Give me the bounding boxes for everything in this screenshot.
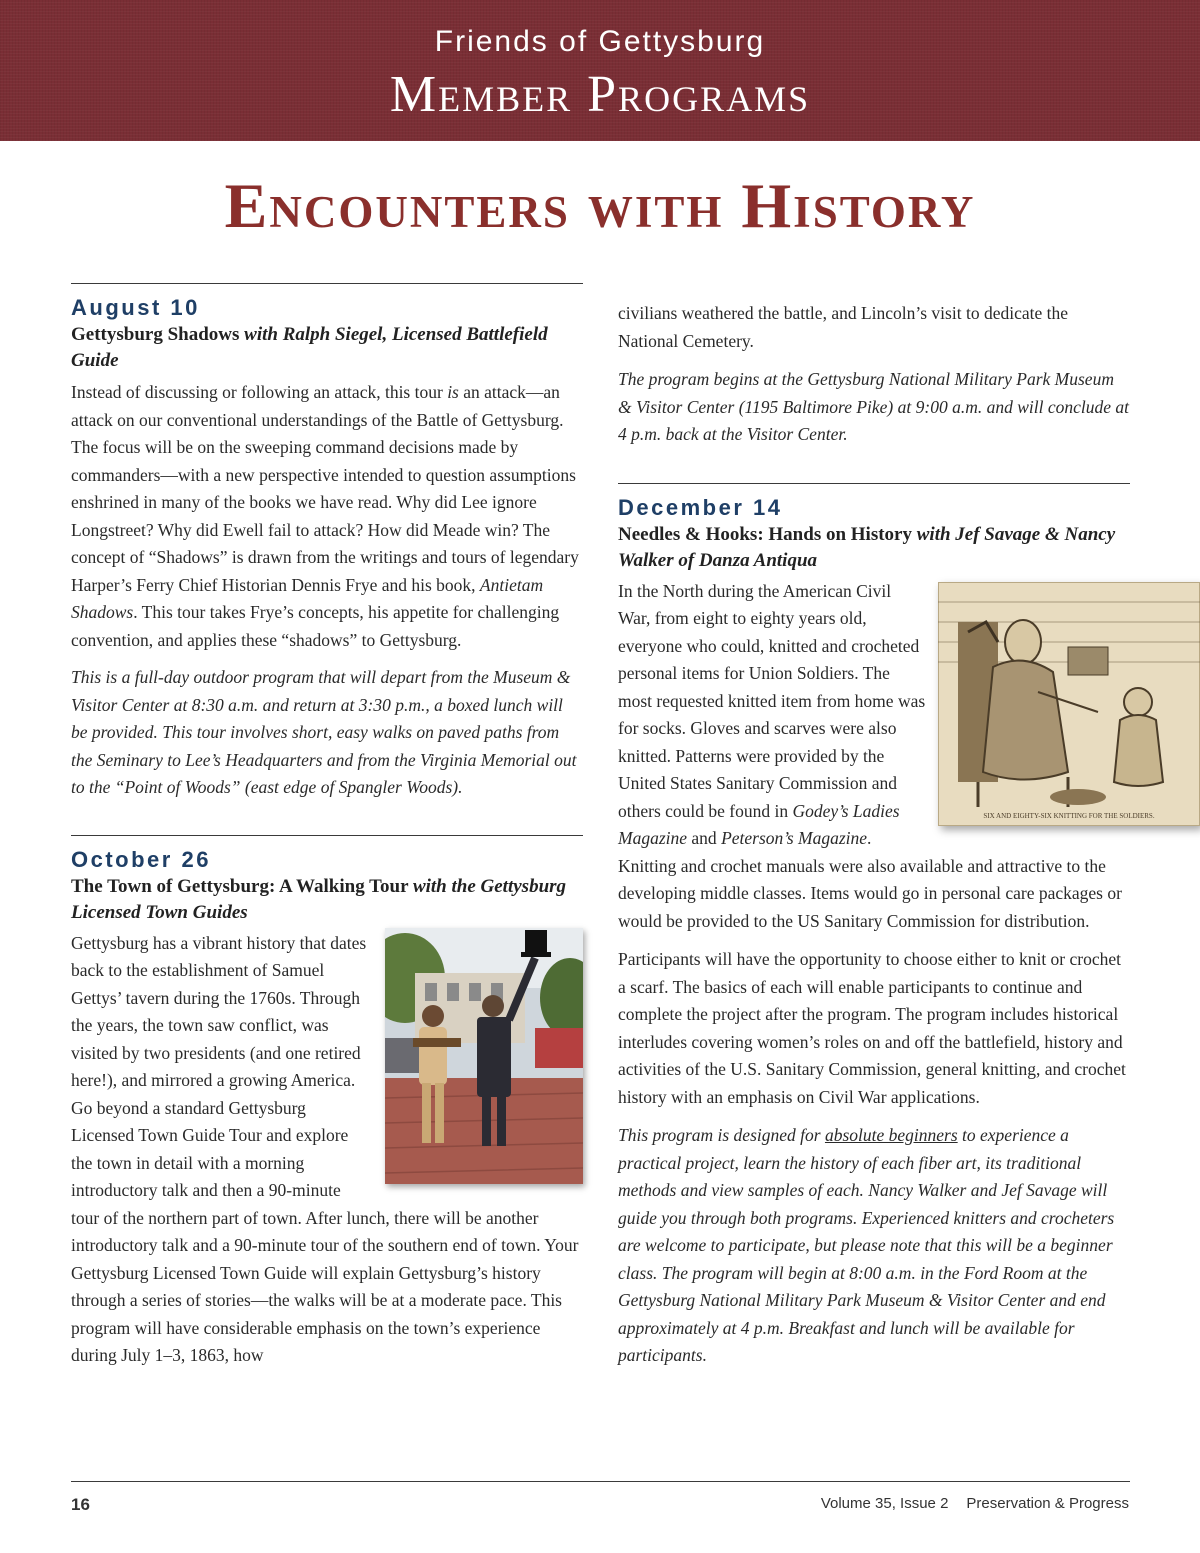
illustration-caption: SIX AND EIGHTY-SIX KNITTING FOR THE SOLDIERS.: [983, 811, 1155, 820]
absolute-beginners-link[interactable]: absolute beginners: [824, 1125, 958, 1145]
december-details: This program is designed for absolute beginners to experience a practical project, learn the history of each fiber art, its traditional methods and view samples of each. Nancy Walker and Jef Savage will guide you through both programs. Experienced knitters and crocheters are welcome to participate, but please note that this will be a beginner class. The program will begin at 8:00 a.m. in the Ford Room at the Gettysburg National Military Park Museum & Visitor Center and end approximately at 4 p.m. Breakfast and lunch will be available for participants.: [618, 1125, 1115, 1365]
october-details: The program begins at the Gettysburg National Military Park Museum & Visitor Center (1195 Baltimore Pike) at 9:00 a.m. and will conclude at 4 p.m. back at the Visitor Center.: [618, 369, 1129, 444]
october-description-continued: civilians weathered the battle, and Lincoln’s visit to dedicate the National Cemetery.: [618, 303, 1068, 351]
walking-tour-photo: [385, 928, 583, 1184]
banner-title: Member Programs: [389, 66, 811, 123]
organization-name: Friends of Gettysburg: [434, 25, 766, 58]
header-banner: [0, 0, 1200, 141]
december-heading: Needles & Hooks: Hands on History with Jef Savage & Nancy Walker of Danza Antiqua: [618, 523, 1116, 571]
december-participants: Participants will have the opportunity to choose either to knit or crochet a scarf. The basics of each will enable participants to continue and complete the project after the program. The program includes historical interludes covering women’s roles on and off the battlefield, history and activities of the U.S. Sanitary Commission, general knitting, and crochet history with an emphasis on Civil War applications.: [618, 949, 1126, 1107]
october-date: October 26: [71, 846, 211, 872]
page-title: Encounters with History: [224, 170, 976, 241]
august-description: Instead of discussing or following an attack, this tour is an attack—an attack on our conventional understandings of the Battle of Gettysburg. The focus will be on the sweeping command decisions made by commanders—with a new perspective intended to question assumptions enshrined in many of the books we have read. Why did Lee ignore Longstreet? Why did Ewell fail to attack? How did Meade win? The concept of “Shadows” is drawn from the writings and tours of legendary Harper’s Ferry Chief Historian Dennis Frye and his book, Antietam Shadows. This tour takes Frye’s concepts, his appetite for challenging convention, and applies these “shadows” to Gettysburg.: [71, 382, 579, 650]
right-column: [618, 300, 1155, 1370]
footer-publication: [803, 1495, 1129, 1512]
august-date: August 10: [71, 295, 200, 320]
page-number: 16: [71, 1495, 90, 1514]
december-date: December 14: [618, 494, 783, 520]
august-heading: Gettysburg Shadows with Ralph Siegel, Licensed Battlefield Guide: [71, 324, 548, 371]
october-heading: The Town of Gettysburg: A Walking Tour with the Gettysburg Licensed Town Guides: [71, 875, 567, 923]
october-description: Gettysburg has a vibrant history that dates back to the establishment of Samuel Gettys’ tavern during the 1760s. Through the years, the town saw conflict, was visited by two presidents (and one retired here!), and mirrored a growing America. Go beyond a standard Gettysburg Licensed Town Guide Tour and explore the town in detail with a morning introductory talk and then a 90-minute tour of the northern part of town. After lunch, there will be another introductory talk and a 90-minute tour of the southern end of town. Your Gettysburg Licensed Town Guide will explain Gettysburg’s history through a series of stories—the walks will be at a moderate pace. This program will have considerable emphasis on the town’s experience during July 1–3, 1863, how: [71, 932, 579, 1365]
august-details: This is a full-day outdoor program that will depart from the Museum & Visitor Center at 8:30 a.m. and return at 3:30 p.m., a boxed lunch will be provided. This tour involves short, easy walks on paved paths from the Seminary to Lee’s Headquarters and from the Virginia Memorial out to the “Point of Woods” (east edge of Spangler Woods).: [71, 667, 577, 797]
left-column: [71, 283, 583, 1370]
volume-issue: Volume 35, Issue 2: [820, 1495, 949, 1512]
publication-name: Preservation & Progress: [966, 1495, 1129, 1512]
december-description: In the North during the American Civil War, from eight to eighty years old, everyone who could, knitted and crocheted personal items for Union Soldiers. The most requested knitted item from home was for socks. Gloves and scarves were also knitted. Patterns were provided by the United States Sanitary Commission and others could be found in Godey’s Ladies Magazine and Peterson’s Magazine. Knitting and crochet manuals were also available and attractive to the developing middle classes. Items would go in personal care packages or would be provided to the US Sanitary Commission for distribution.: [618, 580, 1122, 931]
knitting-illustration: [938, 582, 1200, 826]
footer-divider: [71, 1481, 1130, 1482]
